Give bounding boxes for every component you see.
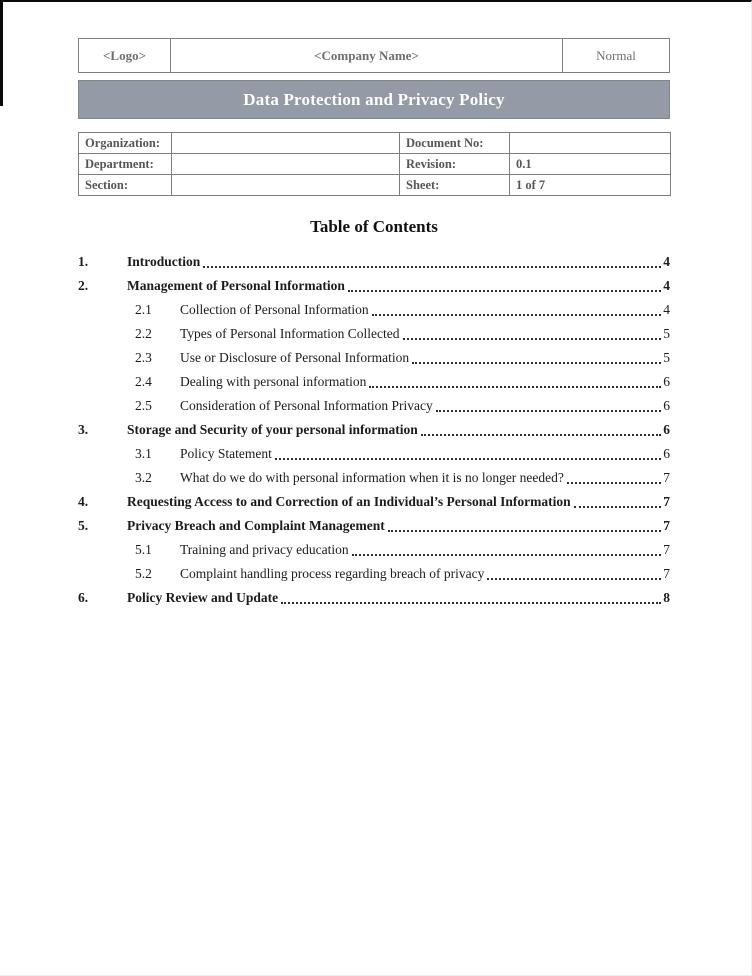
toc-entry-page-number: 6 xyxy=(663,422,670,437)
info-row xyxy=(79,154,671,175)
toc-entry-label: Introduction xyxy=(127,254,201,269)
toc-entry-number: 3.2 xyxy=(135,470,152,485)
toc-dot-leader xyxy=(369,386,661,388)
toc-entry-number: 2.3 xyxy=(135,350,152,365)
toc-entry[interactable] xyxy=(78,346,670,370)
classification-text: Normal xyxy=(596,48,636,63)
toc-entry-label: Collection of Personal Information xyxy=(180,302,369,317)
document-title-bar xyxy=(78,80,670,119)
toc-dot-leader xyxy=(574,506,662,508)
toc-entry-page-number: 6 xyxy=(663,398,670,413)
department-label: Department: xyxy=(79,154,172,175)
toc-entry-label: Dealing with personal information xyxy=(180,374,367,389)
toc-entry-number: 5. xyxy=(78,518,89,533)
document-no-label: Document No: xyxy=(400,133,510,154)
toc-dot-leader xyxy=(203,266,661,268)
info-row xyxy=(79,133,671,154)
toc-entry-label: Policy Review and Update xyxy=(127,590,279,605)
toc-entry-number: 5.2 xyxy=(135,566,152,581)
toc-dot-leader xyxy=(275,458,661,460)
company-name-cell xyxy=(170,38,563,73)
toc-dot-leader xyxy=(352,554,662,556)
toc-entry-page-number: 8 xyxy=(663,590,670,605)
toc-entry[interactable] xyxy=(78,322,670,346)
toc-entry-number: 2. xyxy=(78,278,89,293)
toc-entry[interactable] xyxy=(78,586,670,610)
toc-entry-label: Privacy Breach and Complaint Management xyxy=(127,518,385,533)
toc-entry-page-number: 7 xyxy=(663,470,670,485)
toc-entry-page-number: 5 xyxy=(663,326,670,341)
toc-entry-page-number: 4 xyxy=(663,254,670,269)
toc-entry-label: Storage and Security of your personal information xyxy=(127,422,418,437)
toc-entry-page-number: 7 xyxy=(663,518,670,533)
toc-entry-label: Training and privacy education xyxy=(180,542,349,557)
toc-entry[interactable] xyxy=(78,514,670,538)
toc-entry-number: 6. xyxy=(78,590,89,605)
toc-entry-number: 2.1 xyxy=(135,302,152,317)
logo-placeholder-cell xyxy=(78,38,171,73)
toc-entry-page-number: 6 xyxy=(663,374,670,389)
toc-dot-leader xyxy=(436,410,662,412)
toc-entry-label: Types of Personal Information Collected xyxy=(180,326,400,341)
toc-entry[interactable] xyxy=(78,298,670,322)
toc-entry-page-number: 7 xyxy=(663,566,670,581)
toc-dot-leader xyxy=(421,434,662,436)
toc-dot-leader xyxy=(388,530,662,532)
toc-entry-page-number: 6 xyxy=(663,446,670,461)
toc-entry-page-number: 5 xyxy=(663,350,670,365)
company-name-text: <Company Name> xyxy=(314,48,419,63)
toc-entry-page-number: 4 xyxy=(663,302,670,317)
toc-entry-label: What do we do with personal information when it is no longer needed? xyxy=(180,470,564,485)
document-info-table xyxy=(78,132,671,196)
toc-dot-leader xyxy=(487,578,661,580)
toc-entry-label: Complaint handling process regarding breach of privacy xyxy=(180,566,485,581)
toc-entry[interactable] xyxy=(78,370,670,394)
toc-entry[interactable] xyxy=(78,442,670,466)
toc-dot-leader xyxy=(348,290,661,292)
toc-entry-label: Use or Disclosure of Personal Information xyxy=(180,350,410,365)
toc-entry-label: Management of Personal Information xyxy=(127,278,345,293)
section-value-cell[interactable] xyxy=(172,175,400,196)
toc-entry[interactable] xyxy=(78,418,670,442)
toc-heading: Table of Contents xyxy=(310,217,438,236)
toc-entry-number: 2.4 xyxy=(135,374,152,389)
document-title: Data Protection and Privacy Policy xyxy=(243,90,505,109)
sheet-label: Sheet: xyxy=(400,175,510,196)
toc-entry[interactable] xyxy=(78,538,670,562)
toc-dot-leader xyxy=(403,338,662,340)
toc-entry-number: 1. xyxy=(78,254,89,269)
toc-entry-number: 3. xyxy=(78,422,89,437)
toc-entry[interactable] xyxy=(78,274,670,298)
classification-cell xyxy=(562,38,670,73)
info-row xyxy=(79,175,671,196)
toc-entry-number: 2.5 xyxy=(135,398,152,413)
logo-placeholder-text: <Logo> xyxy=(103,48,146,63)
toc-entry-label: Policy Statement xyxy=(180,446,272,461)
toc-list xyxy=(78,250,670,610)
toc-entry[interactable] xyxy=(78,250,670,274)
toc-entry-page-number: 7 xyxy=(663,542,670,557)
toc-entry-number: 3.1 xyxy=(135,446,152,461)
page-content xyxy=(78,38,670,610)
revision-label: Revision: xyxy=(400,154,510,175)
department-value-cell[interactable] xyxy=(172,154,400,175)
toc-entry-number: 5.1 xyxy=(135,542,152,557)
toc-entry[interactable] xyxy=(78,466,670,490)
toc-dot-leader xyxy=(412,362,661,364)
revision-value-cell[interactable]: 0.1 xyxy=(510,154,671,175)
toc-entry-number: 2.2 xyxy=(135,326,152,341)
toc-dot-leader xyxy=(281,602,661,604)
toc-dot-leader xyxy=(372,314,662,316)
toc-entry-label: Requesting Access to and Correction of an Individual’s Personal Information xyxy=(127,494,571,509)
toc-entry-page-number: 4 xyxy=(663,278,670,293)
toc-entry[interactable] xyxy=(78,562,670,586)
toc-entry[interactable] xyxy=(78,490,670,514)
toc-entry-number: 4. xyxy=(78,494,89,509)
document-header-table xyxy=(78,38,670,73)
toc-entry-label: Consideration of Personal Information Privacy xyxy=(180,398,433,413)
organization-value-cell[interactable] xyxy=(172,133,400,154)
document-no-value-cell[interactable] xyxy=(510,133,671,154)
page-edge-artifact xyxy=(0,2,3,106)
toc-entry-page-number: 7 xyxy=(663,494,670,509)
organization-label: Organization: xyxy=(79,133,172,154)
toc-entry[interactable] xyxy=(78,394,670,418)
sheet-value-cell[interactable]: 1 of 7 xyxy=(510,175,671,196)
toc-dot-leader xyxy=(567,482,661,484)
section-label: Section: xyxy=(79,175,172,196)
